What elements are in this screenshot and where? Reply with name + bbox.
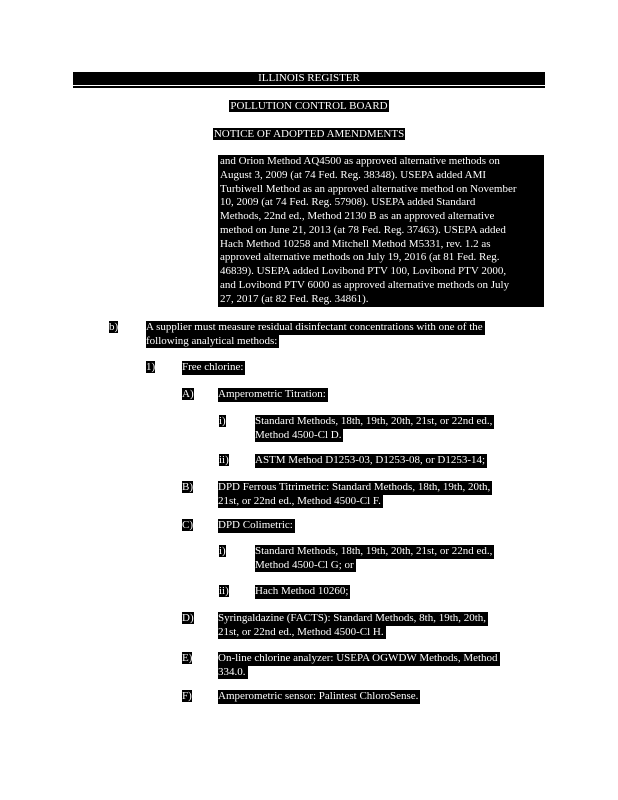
item-b-label: B) (182, 481, 193, 493)
section-b-text: A supplier must measure residual disinfectant concentrations with one of the following analytical methods: (146, 321, 483, 347)
item-1-label: 1) (146, 361, 156, 373)
item-c-i-label: i) (219, 545, 226, 557)
continuation-line: 10, 2009 (at 74 Fed. Reg. 57908). USEPA added Standard (220, 196, 476, 208)
item-1-text: Free chlorine: (182, 361, 244, 373)
continuation-line: Hach Method 10258 and Mitchell Method M5331, rev. 1.2 as (220, 238, 491, 250)
item-b-text: DPD Ferrous Titrimetric: Standard Methods, 18th, 19th, 20th, 21st, or 22nd ed., Method 4500-Cl F. (218, 481, 491, 507)
item-c-ii-text: Hach Method 10260; (255, 585, 349, 597)
item-f-label: F) (182, 690, 192, 702)
board-title: POLLUTION CONTROL BOARD (230, 100, 388, 112)
item-a-ii-text: ASTM Method D1253-03, D1253-08, or D1253-14; (255, 454, 486, 466)
item-a-ii-label: ii) (219, 454, 229, 466)
continuation-line: 27, 2017 (at 82 Fed. Reg. 34861). (220, 293, 369, 305)
header-rule (73, 86, 545, 88)
continuation-line: approved alternative methods on July 19, 2016 (at 81 Fed. Reg. (220, 251, 500, 263)
continuation-paragraph (218, 155, 544, 307)
continuation-line: 46839). USEPA added Lovibond PTV 100, Lovibond PTV 2000, (220, 265, 507, 277)
continuation-line: method on June 21, 2013 (at 78 Fed. Reg. 37463). USEPA added (220, 224, 506, 236)
continuation-line: August 3, 2009 (at 74 Fed. Reg. 38348). USEPA added AMI (220, 169, 487, 181)
item-a-i-text: Standard Methods, 18th, 19th, 20th, 21st, or 22nd ed., Method 4500-Cl D. (255, 415, 493, 441)
item-c-text: DPD Colimetric: (218, 519, 293, 531)
item-e-label: E) (182, 652, 193, 664)
item-d-label: D) (182, 612, 194, 624)
continuation-line: and Lovibond PTV 6000 as approved alternative methods on July (220, 279, 510, 291)
item-a-i-label: i) (219, 415, 226, 427)
item-a-label: A) (182, 388, 194, 400)
continuation-line: Methods, 22nd ed., Method 2130 B as an approved alternative (220, 210, 495, 222)
item-d-text: Syringaldazine (FACTS): Standard Methods, 8th, 19th, 20th, 21st, or 22nd ed., Method 4500-Cl H. (218, 612, 487, 638)
item-e-text: On-line chlorine analyzer: USEPA OGWDW Methods, Method 334.0. (218, 652, 498, 678)
item-c-ii-label: ii) (219, 585, 229, 597)
item-a-text: Amperometric Titration: (218, 388, 326, 400)
register-title: ILLINOIS REGISTER (258, 72, 360, 84)
item-c-label: C) (182, 519, 193, 531)
continuation-line: and Orion Method AQ4500 as approved alternative methods on (220, 155, 500, 167)
item-f-text: Amperometric sensor: Palintest ChloroSense. (218, 690, 419, 702)
notice-title: NOTICE OF ADOPTED AMENDMENTS (213, 128, 405, 140)
continuation-line: Turbiwell Method as an approved alternative method on November (220, 183, 517, 195)
item-c-i-text: Standard Methods, 18th, 19th, 20th, 21st, or 22nd ed., Method 4500-Cl G; or (255, 545, 493, 571)
section-b-label: b) (109, 321, 119, 333)
